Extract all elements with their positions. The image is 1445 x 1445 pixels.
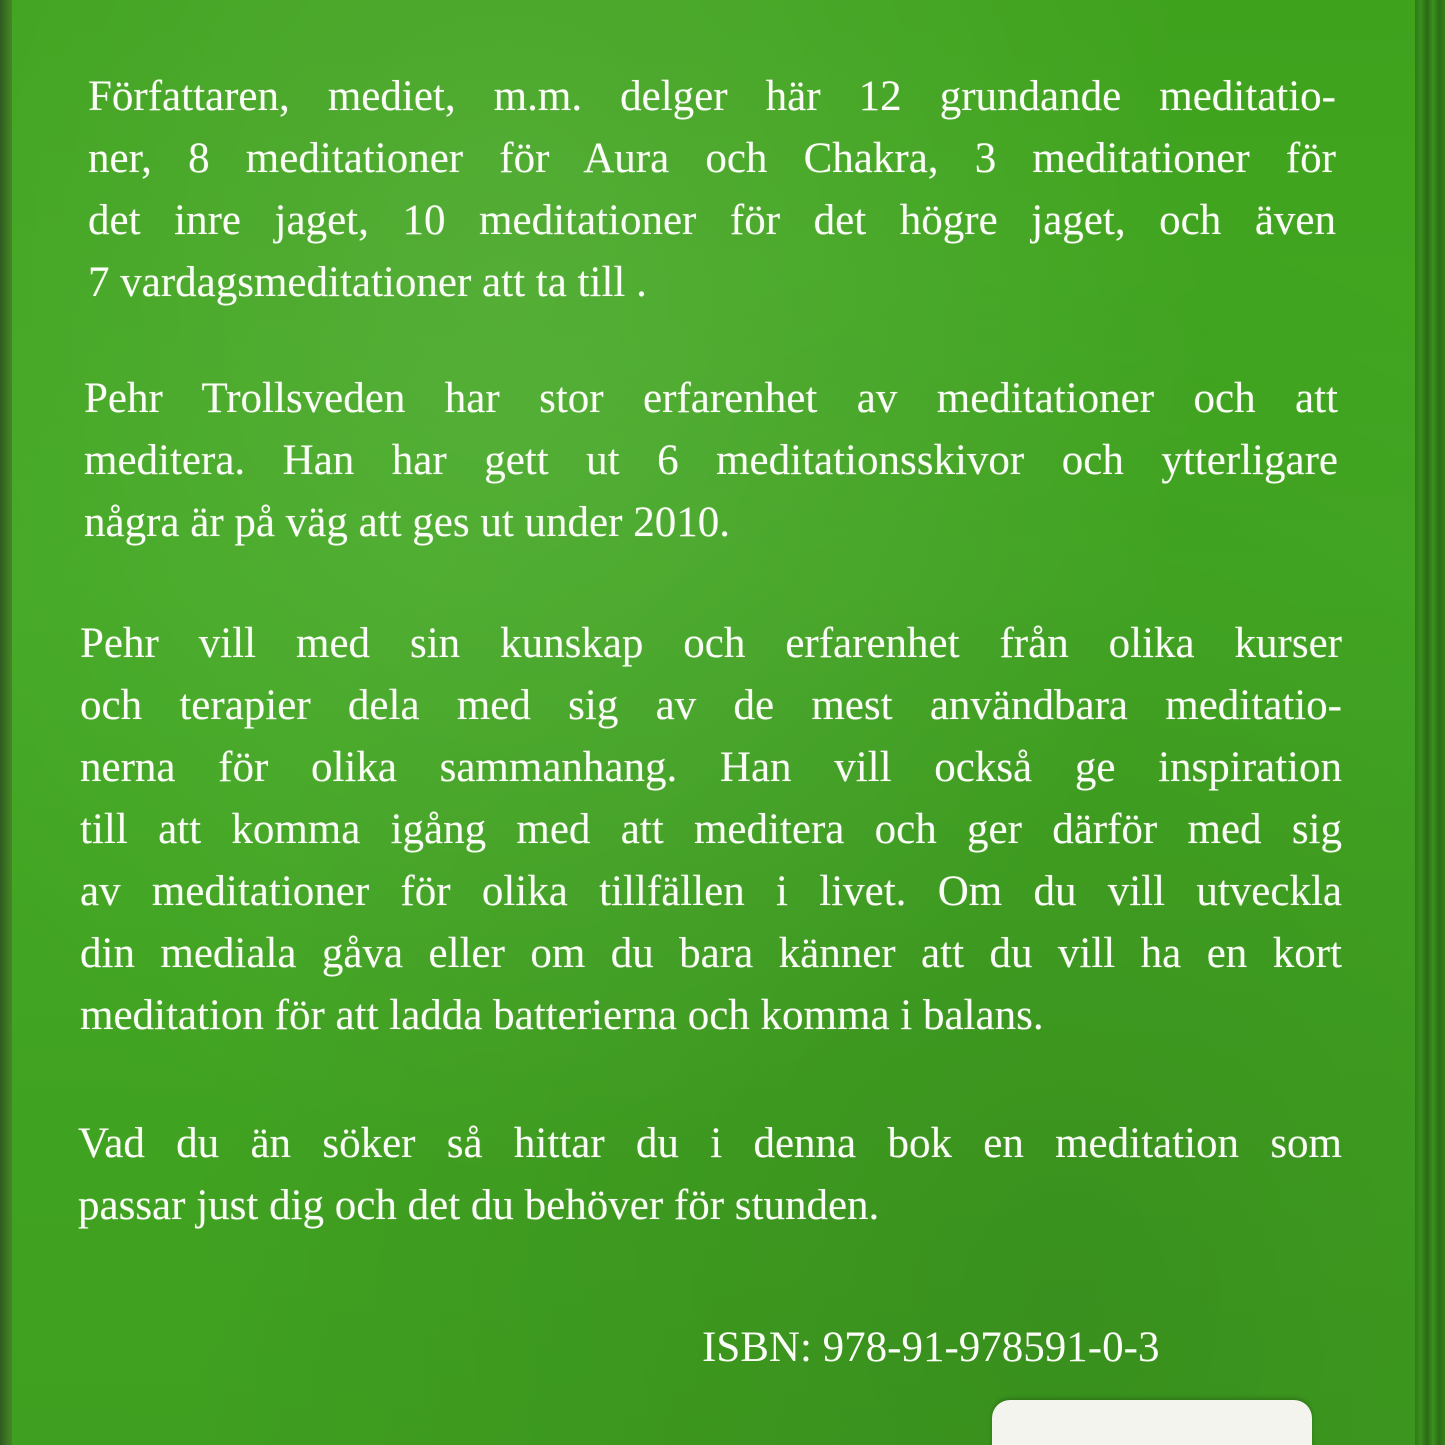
blurb-line: av meditationer för olika tillfällen i livet. Om du vill utveckla xyxy=(80,868,1342,915)
blurb-line: 7 vardagsmeditationer att ta till . xyxy=(88,259,647,306)
blurb-line: det inre jaget, 10 meditationer för det högre jaget, och även xyxy=(88,197,1336,244)
blurb-line: några är på väg att ges ut under 2010. xyxy=(84,499,730,546)
blurb-paragraph-2 xyxy=(84,368,1338,554)
blurb-line: passar just dig och det du behöver för stunden. xyxy=(78,1182,880,1229)
blurb-line: Författaren, mediet, m.m. delger här 12 grundande meditatio- xyxy=(88,73,1336,120)
blurb-line: Vad du än söker så hittar du i denna bok en meditation som xyxy=(78,1120,1342,1167)
blurb-line: Pehr Trollsveden har stor erfarenhet av meditationer och att xyxy=(84,375,1338,422)
blurb-line: och terapier dela med sig av de mest användbara meditatio- xyxy=(80,682,1342,729)
blurb-line: nerna för olika sammanhang. Han vill också ge inspiration xyxy=(80,744,1342,791)
blurb-line: meditera. Han har gett ut 6 meditationsskivor och ytterligare xyxy=(84,437,1338,484)
blurb-paragraph-4 xyxy=(78,1113,1342,1237)
book-spine xyxy=(1415,0,1445,1445)
blurb-line: Pehr vill med sin kunskap och erfarenhet från olika kurser xyxy=(80,620,1342,667)
blurb-line: din mediala gåva eller om du bara känner att du vill ha en kort xyxy=(80,930,1342,977)
blurb-paragraph-3 xyxy=(80,613,1342,1047)
blurb-line: meditation för att ladda batterierna och komma i balans. xyxy=(80,992,1044,1039)
blurb-line: ner, 8 meditationer för Aura och Chakra, 3 meditationer för xyxy=(88,135,1336,182)
book-back-cover xyxy=(12,0,1417,1445)
isbn-number: ISBN: 978-91-978591-0-3 xyxy=(702,1324,1160,1371)
blurb-line: till att komma igång med att meditera och ger därför med sig xyxy=(80,806,1342,853)
blurb-paragraph-1 xyxy=(88,66,1336,314)
price-sticker xyxy=(992,1400,1312,1445)
